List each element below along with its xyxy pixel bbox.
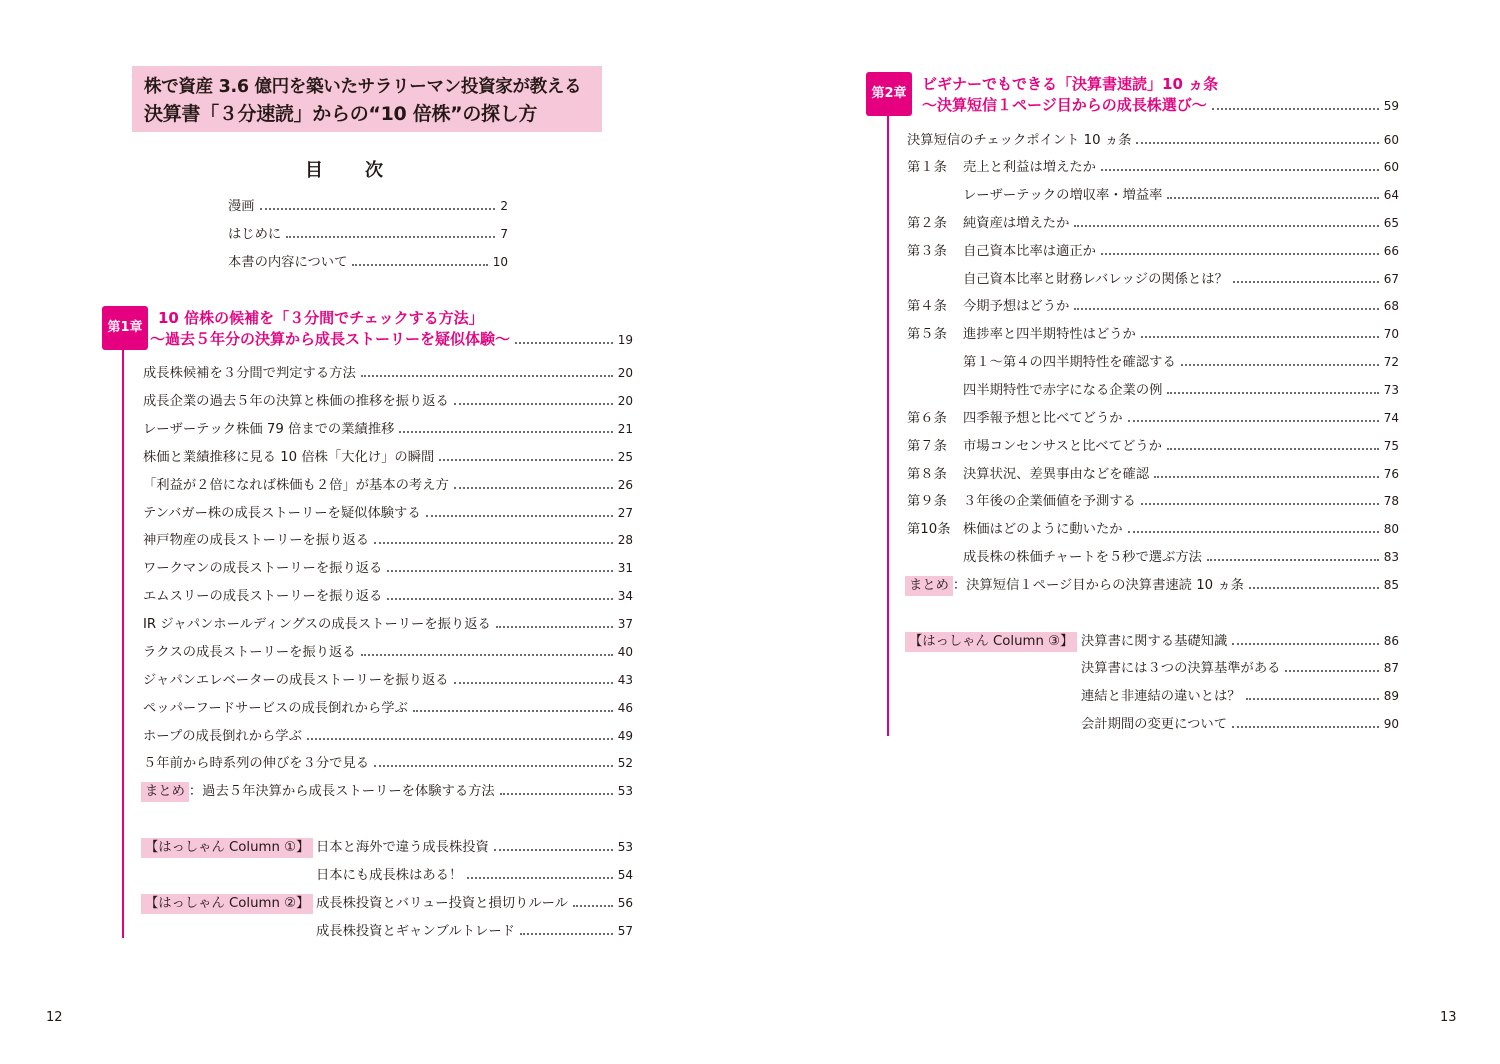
article-number: 第３条: [907, 244, 947, 259]
toc-label: 神戸物産の成長ストーリーを振り返る: [143, 533, 370, 548]
toc-row[interactable]: [907, 158, 1399, 177]
toc-row[interactable]: [143, 364, 633, 383]
dot-leader: [399, 431, 612, 433]
toc-label: 四季報予想と比べてどうか: [963, 411, 1123, 426]
dot-leader: [1141, 336, 1379, 338]
toc-label: 株価はどのように動いたか: [963, 522, 1123, 537]
toc-row[interactable]: [907, 325, 1399, 344]
toc-label: ５年前から時系列の伸びを３分で見る: [143, 756, 370, 771]
toc-row[interactable]: [907, 131, 1399, 150]
dot-leader: [1167, 448, 1379, 450]
toc-page: 78: [1383, 494, 1399, 508]
toc-page: 54: [617, 868, 633, 882]
dot-leader: [1246, 698, 1379, 700]
toc-page: 43: [617, 673, 633, 687]
toc-label: ：過去５年決算から成長ストーリーを体験する方法: [188, 784, 495, 799]
column-badge-row: [905, 632, 1077, 652]
toc-page: 19: [617, 333, 633, 347]
dot-leader: [361, 375, 613, 377]
toc-row[interactable]: [1081, 715, 1399, 734]
toc-label: ペッパーフードサービスの成長倒れから学ぶ: [143, 701, 408, 716]
dot-leader: [1136, 142, 1378, 144]
toc-page: 27: [617, 506, 633, 520]
dot-leader: [1167, 197, 1378, 199]
toc-page: 70: [1383, 327, 1399, 341]
toc-page: 65: [1383, 216, 1399, 230]
toc-label: ：決算短信１ページ目からの決算書速読 10 ヵ条: [952, 578, 1244, 593]
toc-label: 日本と海外で違う成長株投資: [316, 840, 489, 855]
dot-leader: [1207, 559, 1379, 561]
summary-badge: まとめ: [141, 782, 189, 802]
toc-label: 自己資本比率は適正か: [963, 244, 1096, 259]
column-badge-row: [141, 838, 311, 858]
dot-leader: [496, 626, 613, 628]
dot-leader: [467, 877, 612, 879]
toc-row[interactable]: [907, 465, 1399, 484]
toc-page: 2: [500, 199, 508, 213]
toc-label: 会計期間の変更について: [1081, 717, 1227, 732]
toc-page: 26: [617, 478, 633, 492]
toc-heading: 目 次: [305, 160, 395, 181]
toc-label: 四半期特性で赤字になる企業の例: [963, 383, 1163, 398]
dot-leader: [1141, 503, 1379, 505]
page-number-right: 13: [1440, 1010, 1457, 1025]
toc-label: 売上と利益は増えたか: [963, 160, 1096, 175]
toc-label: レーザーテックの増収率・増益率: [963, 188, 1163, 203]
toc-page: 73: [1383, 383, 1399, 397]
dot-leader: [500, 793, 613, 795]
toc-label: ３年後の企業価値を予測する: [963, 494, 1136, 509]
toc-label: レーザーテック株価 79 倍までの業績推移: [143, 422, 395, 437]
toc-page: 67: [1383, 272, 1399, 286]
toc-label: 株価と業績推移に見る 10 倍株「大化け」の瞬間: [143, 450, 435, 465]
article-number: 第７条: [907, 439, 947, 454]
toc-row[interactable]: [907, 214, 1399, 233]
dot-leader: [1181, 364, 1379, 366]
toc-page: 10: [492, 255, 508, 269]
article-number: 第10条: [907, 522, 951, 537]
toc-label: 連結と非連結の違いとは？: [1081, 689, 1241, 704]
summary-row[interactable]: [905, 576, 1399, 596]
toc-row[interactable]: [316, 894, 633, 913]
dot-leader: [1232, 643, 1378, 645]
dot-leader: [361, 654, 613, 656]
toc-page: 66: [1383, 244, 1399, 258]
toc-label: 決算短信のチェックポイント 10 ヵ条: [907, 133, 1132, 148]
toc-page: 28: [617, 533, 633, 547]
toc-page: 31: [617, 561, 633, 575]
toc-page: 21: [617, 422, 633, 436]
toc-row[interactable]: [907, 409, 1399, 428]
chapter-1-tab: 第1章: [102, 306, 148, 350]
dot-leader: [387, 598, 612, 600]
toc-page: 83: [1383, 550, 1399, 564]
dot-leader: [494, 849, 613, 851]
toc-label: はじめに: [228, 227, 282, 242]
dot-leader: [1212, 108, 1379, 110]
toc-page: 76: [1383, 467, 1399, 481]
toc-label: 日本にも成長株はある！: [316, 868, 463, 883]
toc-label: 純資産は増えたか: [963, 216, 1070, 231]
dot-leader: [260, 208, 496, 210]
toc-row[interactable]: [907, 492, 1399, 511]
chapter-1-rule: [122, 350, 124, 938]
dot-leader: [454, 682, 613, 684]
toc-page: 34: [617, 589, 633, 603]
toc-row[interactable]: [143, 727, 633, 746]
book-title-line-2: 決算書「３分速読」からの“10 倍株”の探し方: [144, 103, 538, 125]
toc-page: 40: [617, 645, 633, 659]
toc-row[interactable]: [907, 548, 1399, 567]
dot-leader: [1154, 476, 1379, 478]
dot-leader: [413, 710, 613, 712]
chapter-1-subtitle: 〜過去５年分の決算から成長ストーリーを疑似体験〜: [150, 330, 511, 348]
chapter-1-subtitle-row[interactable]: [150, 330, 633, 349]
toc-row[interactable]: [143, 420, 633, 439]
toc-label: 本書の内容について: [228, 255, 348, 270]
toc-row[interactable]: [907, 270, 1399, 289]
toc-page: 80: [1383, 522, 1399, 536]
toc-label: 自己資本比率と財務レバレッジの関係とは？: [963, 272, 1228, 287]
toc-label: ラクスの成長ストーリーを振り返る: [143, 645, 356, 660]
toc-page: 89: [1383, 689, 1399, 703]
toc-row[interactable]: [143, 504, 633, 523]
dot-leader: [1101, 169, 1379, 171]
dot-leader: [1233, 281, 1379, 283]
toc-label: 成長株候補を３分間で判定する方法: [143, 366, 356, 381]
toc-label: ワークマンの成長ストーリーを振り返る: [143, 561, 383, 576]
dot-leader: [454, 403, 613, 405]
dot-leader: [1128, 420, 1379, 422]
toc-row[interactable]: [228, 225, 508, 244]
article-number: 第８条: [907, 467, 947, 482]
toc-label: IR ジャパンホールディングスの成長ストーリーを振り返る: [143, 617, 491, 632]
book-title-line-1: 株で資産 3.6 億円を築いたサラリーマン投資家が教える: [144, 77, 582, 97]
chapter-2-subtitle-row[interactable]: [922, 96, 1399, 115]
toc-page: 20: [617, 394, 633, 408]
toc-label: 決算書には３つの決算基準がある: [1081, 661, 1281, 676]
toc-row[interactable]: [143, 531, 633, 550]
toc-row[interactable]: [316, 922, 633, 941]
toc-page: 57: [617, 924, 633, 938]
toc-row[interactable]: [907, 381, 1399, 400]
toc-row[interactable]: [143, 559, 633, 578]
toc-row[interactable]: [143, 392, 633, 411]
toc-row[interactable]: [228, 253, 508, 272]
summary-row[interactable]: [141, 782, 633, 802]
toc-row[interactable]: [907, 297, 1399, 316]
toc-page: 25: [617, 450, 633, 464]
toc-label: 成長株投資とバリュー投資と損切りルール: [316, 896, 568, 911]
page-number-left: 12: [46, 1010, 63, 1025]
toc-page: 87: [1383, 661, 1399, 675]
article-number: 第２条: [907, 216, 947, 231]
toc-row[interactable]: [143, 615, 633, 634]
toc-row[interactable]: [907, 520, 1399, 539]
dot-leader: [374, 765, 613, 767]
dot-leader: [1101, 253, 1379, 255]
toc-row[interactable]: [1081, 659, 1399, 678]
toc-row[interactable]: [1081, 632, 1399, 651]
toc-page: 53: [617, 840, 633, 854]
toc-label: 成長企業の過去５年の決算と株価の推移を振り返る: [143, 394, 449, 409]
toc-page: 59: [1383, 99, 1399, 113]
toc-page: 60: [1383, 133, 1399, 147]
toc-page: 85: [1383, 578, 1399, 592]
toc-label: ホープの成長倒れから学ぶ: [143, 729, 302, 744]
chapter-2-subtitle: 〜決算短信１ページ目からの成長株選び〜: [922, 96, 1207, 114]
dot-leader: [1074, 225, 1378, 227]
toc-page: 46: [617, 701, 633, 715]
toc-page: 68: [1383, 299, 1399, 313]
toc-page: 52: [617, 756, 633, 770]
dot-leader: [439, 459, 612, 461]
toc-page: 49: [617, 729, 633, 743]
toc-page: 20: [617, 366, 633, 380]
article-number: 第５条: [907, 327, 947, 342]
dot-leader: [1249, 587, 1379, 589]
chapter-2-tab: 第2章: [866, 72, 912, 116]
toc-page: 75: [1383, 439, 1399, 453]
article-number: 第９条: [907, 494, 947, 509]
toc-label: テンバガー株の成長ストーリーを疑似体験する: [143, 506, 421, 521]
dot-leader: [1167, 392, 1378, 394]
toc-label: 決算状況、差異事由などを確認: [963, 467, 1150, 482]
dot-leader: [1074, 308, 1378, 310]
toc-page: 37: [617, 617, 633, 631]
toc-page: 60: [1383, 160, 1399, 174]
toc-page: 90: [1383, 717, 1399, 731]
toc-label: エムスリーの成長ストーリーを振り返る: [143, 589, 383, 604]
toc-row[interactable]: [143, 699, 633, 718]
toc-page: 74: [1383, 411, 1399, 425]
toc-label: ジャパンエレベーターの成長ストーリーを振り返る: [143, 673, 449, 688]
toc-page: 72: [1383, 355, 1399, 369]
book-title-box: [132, 66, 602, 132]
toc-page: 53: [617, 784, 633, 798]
toc-label: 「利益が２倍になれば株価も２倍」が基本の考え方: [143, 478, 449, 493]
toc-page: 64: [1383, 188, 1399, 202]
toc-row[interactable]: [143, 671, 633, 690]
toc-page: 86: [1383, 634, 1399, 648]
toc-row[interactable]: [316, 866, 633, 885]
toc-label: 第１～第４の四半期特性を確認する: [963, 355, 1176, 370]
summary-badge: まとめ: [905, 576, 953, 596]
toc-row[interactable]: [907, 186, 1399, 205]
toc-row[interactable]: [143, 448, 633, 467]
toc-page: 7: [500, 227, 508, 241]
dot-leader: [374, 542, 613, 544]
dot-leader: [286, 236, 495, 238]
toc-label: 成長株投資とギャンブルトレード: [316, 924, 515, 939]
dot-leader: [1232, 726, 1379, 728]
toc-label: 成長株の株価チャートを５秒で選ぶ方法: [963, 550, 1202, 565]
column-badge-row: [141, 894, 311, 914]
dot-leader: [1285, 670, 1378, 672]
toc-label: 進捗率と四半期特性はどうか: [963, 327, 1136, 342]
dot-leader: [520, 933, 613, 935]
toc-row[interactable]: [143, 643, 633, 662]
toc-row[interactable]: [143, 476, 633, 495]
toc-row[interactable]: [143, 587, 633, 606]
toc-row[interactable]: [143, 754, 633, 773]
dot-leader: [307, 738, 613, 740]
chapter-2-rule: [887, 116, 889, 736]
toc-row[interactable]: [907, 437, 1399, 456]
toc-row[interactable]: [228, 197, 508, 216]
toc-label: 漫画: [228, 199, 255, 214]
column-badge: 【はっしゃん Column ③】: [905, 632, 1077, 652]
toc-row[interactable]: [907, 353, 1399, 372]
article-number: 第１条: [907, 160, 947, 175]
toc-row[interactable]: [907, 242, 1399, 261]
article-number: 第６条: [907, 411, 947, 426]
toc-row[interactable]: [1081, 687, 1399, 706]
toc-label: 市場コンセンサスと比べてどうか: [963, 439, 1162, 454]
toc-row[interactable]: [316, 838, 633, 857]
toc-label: 決算書に関する基礎知識: [1081, 634, 1228, 649]
dot-leader: [352, 264, 487, 266]
chapter-1-title: 10 倍株の候補を「３分間でチェックする方法」: [158, 309, 484, 327]
toc-label: 今期予想はどうか: [963, 299, 1070, 314]
column-badge: 【はっしゃん Column ②】: [141, 894, 313, 914]
dot-leader: [454, 487, 613, 489]
dot-leader: [1128, 531, 1379, 533]
chapter-2-title: ビギナーでもできる「決算書速読」10 ヵ条: [922, 75, 1219, 93]
dot-leader: [515, 342, 613, 344]
article-number: 第４条: [907, 299, 947, 314]
dot-leader: [426, 515, 613, 517]
dot-leader: [573, 905, 613, 907]
column-badge: 【はっしゃん Column ①】: [141, 838, 313, 858]
toc-page: 56: [617, 896, 633, 910]
dot-leader: [387, 570, 612, 572]
